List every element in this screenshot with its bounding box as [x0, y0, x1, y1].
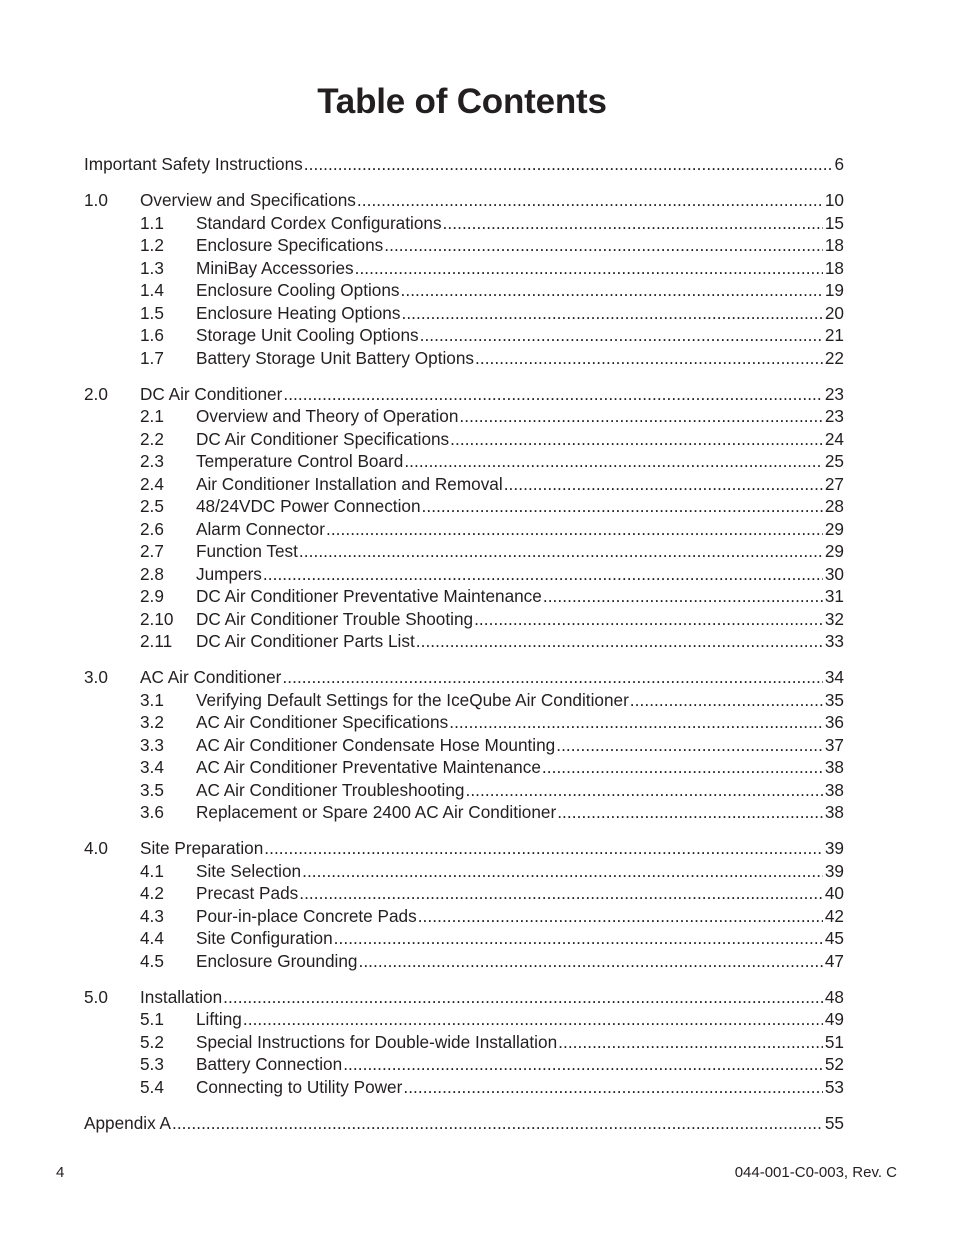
toc-entry-number: 3.1	[140, 689, 164, 710]
toc-entry-page: 42	[824, 905, 844, 926]
toc-entry[interactable]	[84, 541, 844, 564]
toc-entry-title: Enclosure Cooling Options	[196, 280, 400, 300]
toc-entry-title: Enclosure Specifications	[196, 235, 384, 255]
toc-entry-number: 4.1	[140, 860, 164, 881]
toc-entry-number: 1.4	[140, 280, 164, 300]
dot-leader	[243, 1009, 823, 1030]
toc-entry[interactable]	[84, 1054, 844, 1077]
toc-entry-page: 27	[824, 473, 844, 494]
toc-entry-title: Lifting	[196, 1009, 242, 1029]
toc-entry-title: Replacement or Spare 2400 AC Air Conditioner	[196, 802, 557, 822]
toc-entry-title: Function Test	[196, 541, 298, 561]
toc-entry-number: 3.6	[140, 802, 164, 822]
dot-leader	[475, 348, 823, 369]
toc-entry-title: Important Safety Instructions	[84, 154, 303, 174]
toc-entry[interactable]	[84, 384, 844, 407]
toc-entry[interactable]	[84, 690, 844, 713]
dot-leader	[172, 1113, 823, 1134]
toc-entry-title: Verifying Default Settings for the IceQube Air Conditioner	[196, 689, 629, 710]
toc-entry-title: Alarm Connector	[196, 518, 325, 539]
toc-entry-page: 37	[824, 734, 844, 755]
toc-entry[interactable]	[84, 928, 844, 951]
dot-leader	[384, 235, 823, 256]
toc-entry-page: 40	[824, 883, 844, 903]
toc-entry-title: DC Air Conditioner	[140, 383, 283, 404]
toc-entry-number: 4.4	[140, 928, 164, 948]
toc-entry-number: 4.3	[140, 905, 164, 926]
toc-entry[interactable]	[84, 564, 844, 587]
toc-entry-title: Special Instructions for Double-wide Installation	[196, 1031, 558, 1052]
dot-leader	[422, 496, 823, 517]
table-of-contents	[84, 154, 844, 1135]
toc-entry[interactable]	[84, 325, 844, 348]
toc-entry-page: 49	[824, 1009, 844, 1029]
toc-entry-page: 39	[824, 860, 844, 881]
toc-entry-number: 2.2	[140, 428, 164, 449]
toc-entry-number: 4.0	[84, 838, 108, 858]
footer-page-number: 4	[56, 1164, 65, 1181]
toc-entry-number: 2.8	[140, 563, 164, 584]
dot-leader	[404, 451, 823, 472]
toc-entry-page: 22	[824, 347, 844, 368]
dot-leader	[557, 802, 823, 823]
toc-entry-number: 5.1	[140, 1009, 164, 1029]
dot-leader	[542, 757, 823, 778]
toc-entry[interactable]	[84, 190, 844, 213]
toc-entry[interactable]	[84, 474, 844, 497]
toc-entry-title: Air Conditioner Installation and Removal	[196, 473, 503, 494]
toc-entry-number: 1.1	[140, 212, 164, 233]
toc-entry-title: MiniBay Accessories	[196, 257, 354, 278]
dot-leader	[302, 861, 823, 882]
toc-entry[interactable]	[84, 519, 844, 542]
toc-entry-title: Enclosure Grounding	[196, 950, 358, 971]
dot-leader	[283, 384, 823, 405]
dot-leader	[558, 1032, 823, 1053]
dot-leader	[449, 712, 823, 733]
toc-entry[interactable]	[84, 258, 844, 281]
toc-entry-number: 4.5	[140, 950, 164, 971]
toc-entry-page: 19	[824, 280, 844, 300]
toc-entry-title: Pour-in-place Concrete Pads	[196, 905, 417, 926]
toc-entry-number: 1.2	[140, 235, 164, 255]
toc-entry-number: 2.9	[140, 586, 164, 606]
toc-entry-page: 18	[824, 235, 844, 255]
dot-leader	[556, 735, 823, 756]
dot-leader	[357, 190, 823, 211]
toc-entry-number: 4.2	[140, 883, 164, 903]
dot-leader	[358, 951, 822, 972]
dot-leader	[299, 883, 823, 904]
toc-entry[interactable]	[84, 802, 844, 825]
toc-entry-title: Precast Pads	[196, 883, 299, 903]
toc-entry-title: Connecting to Utility Power	[196, 1076, 403, 1097]
dot-leader	[443, 213, 823, 234]
toc-entry-number: 2.3	[140, 451, 164, 471]
dot-leader	[630, 690, 823, 711]
toc-entry-page: 6	[834, 154, 844, 174]
toc-entry-page: 47	[824, 950, 844, 971]
toc-entry-page: 23	[824, 383, 844, 404]
toc-entry-title: AC Air Conditioner Preventative Maintenance	[196, 757, 541, 777]
toc-entry-number: 3.3	[140, 734, 164, 755]
toc-entry-page: 31	[824, 586, 844, 606]
toc-entry-number: 5.4	[140, 1076, 164, 1097]
toc-entry-page: 48	[824, 986, 844, 1007]
toc-entry-title: Installation	[140, 986, 223, 1007]
toc-entry[interactable]	[84, 780, 844, 803]
dot-leader	[299, 541, 823, 562]
toc-entry-number: 2.1	[140, 406, 164, 426]
toc-entry-number: 2.11	[140, 631, 173, 651]
toc-entry-number: 2.5	[140, 496, 164, 516]
toc-entry-page: 30	[824, 563, 844, 584]
toc-entry-page: 28	[824, 496, 844, 516]
toc-entry-number: 2.7	[140, 541, 164, 561]
toc-entry-page: 38	[824, 802, 844, 822]
toc-entry-title: AC Air Conditioner	[140, 667, 282, 687]
dot-leader	[326, 519, 823, 540]
dot-leader	[401, 303, 822, 324]
dot-leader	[416, 631, 823, 652]
toc-entry[interactable]	[84, 496, 844, 519]
dot-leader	[223, 987, 823, 1008]
toc-entry[interactable]	[84, 235, 844, 258]
toc-entry[interactable]	[84, 451, 844, 474]
toc-entry-number: 1.7	[140, 347, 164, 368]
toc-entry-title: Storage Unit Cooling Options	[196, 325, 419, 345]
toc-entry-number: 1.0	[84, 190, 108, 210]
toc-entry[interactable]	[84, 154, 844, 177]
toc-entry[interactable]	[84, 303, 844, 326]
toc-entry-number: 2.0	[84, 383, 108, 404]
dot-leader	[474, 609, 823, 630]
dot-leader	[263, 564, 823, 585]
toc-entry-title: DC Air Conditioner Parts List	[196, 631, 415, 651]
toc-entry[interactable]	[84, 906, 844, 929]
toc-entry-number: 1.6	[140, 325, 164, 345]
toc-entry-page: 15	[824, 212, 844, 233]
toc-entry[interactable]	[84, 1077, 844, 1100]
toc-entry-title: Standard Cordex Configurations	[196, 212, 442, 233]
dot-leader	[334, 928, 823, 949]
toc-entry-page: 55	[824, 1112, 844, 1133]
toc-entry[interactable]	[84, 631, 844, 654]
toc-entry-page: 33	[824, 631, 844, 651]
dot-leader	[282, 667, 822, 688]
dot-leader	[459, 406, 822, 427]
toc-entry-title: AC Air Conditioner Condensate Hose Mounting	[196, 734, 556, 755]
toc-entry[interactable]	[84, 838, 844, 861]
toc-entry-title: Temperature Control Board	[196, 451, 404, 471]
toc-entry-title: Appendix A	[84, 1112, 171, 1133]
toc-entry[interactable]	[84, 213, 844, 236]
dot-leader	[450, 429, 823, 450]
toc-entry[interactable]	[84, 987, 844, 1010]
toc-entry-page: 45	[824, 928, 844, 948]
toc-entry-title: Enclosure Heating Options	[196, 302, 401, 323]
toc-entry-page: 10	[824, 190, 844, 210]
toc-entry[interactable]	[84, 586, 844, 609]
toc-entry-page: 53	[824, 1076, 844, 1097]
toc-entry[interactable]	[84, 280, 844, 303]
toc-entry-title: Battery Connection	[196, 1054, 343, 1074]
toc-entry[interactable]	[84, 951, 844, 974]
toc-entry-number: 2.6	[140, 518, 164, 539]
toc-entry-title: DC Air Conditioner Preventative Maintenance	[196, 586, 542, 606]
toc-entry-page: 39	[824, 838, 844, 858]
toc-entry-title: Site Selection	[196, 860, 302, 881]
page-title: Table of Contents	[317, 82, 607, 121]
dot-leader	[304, 154, 832, 175]
dot-leader	[420, 325, 823, 346]
toc-entry[interactable]	[84, 1113, 844, 1136]
toc-entry-page: 20	[824, 302, 844, 323]
toc-entry-number: 1.3	[140, 257, 164, 278]
toc-entry-title: AC Air Conditioner Specifications	[196, 712, 449, 732]
toc-entry[interactable]	[84, 348, 844, 371]
toc-entry[interactable]	[84, 1009, 844, 1032]
toc-entry[interactable]	[84, 861, 844, 884]
toc-entry[interactable]	[84, 735, 844, 758]
toc-entry[interactable]	[84, 429, 844, 452]
toc-entry-page: 52	[824, 1054, 844, 1074]
toc-entry-page: 21	[824, 325, 844, 345]
dot-leader	[504, 474, 823, 495]
toc-entry[interactable]	[84, 1032, 844, 1055]
dot-leader	[543, 586, 823, 607]
dot-leader	[465, 780, 822, 801]
toc-entry-title: DC Air Conditioner Specifications	[196, 428, 450, 449]
toc-entry-page: 38	[824, 779, 844, 800]
toc-entry-title: Site Configuration	[196, 928, 333, 948]
toc-entry-page: 34	[824, 667, 844, 687]
toc-entry-title: Jumpers	[196, 563, 262, 584]
toc-entry-title: DC Air Conditioner Trouble Shooting	[196, 608, 474, 629]
toc-entry-page: 24	[824, 428, 844, 449]
toc-entry-title: Site Preparation	[140, 838, 264, 858]
toc-entry-number: 2.4	[140, 473, 164, 494]
toc-entry-number: 2.10	[140, 608, 174, 629]
toc-entry[interactable]	[84, 712, 844, 735]
toc-entry-title: Overview and Theory of Operation	[196, 406, 459, 426]
toc-entry-page: 51	[824, 1031, 844, 1052]
toc-entry-number: 5.0	[84, 986, 108, 1007]
toc-entry[interactable]	[84, 406, 844, 429]
toc-entry[interactable]	[84, 883, 844, 906]
toc-entry[interactable]	[84, 757, 844, 780]
toc-entry-number: 3.2	[140, 712, 164, 732]
toc-entry-page: 29	[824, 518, 844, 539]
toc-entry-number: 3.0	[84, 667, 108, 687]
dot-leader	[264, 838, 823, 859]
toc-entry-number: 5.3	[140, 1054, 164, 1074]
dot-leader	[401, 280, 823, 301]
toc-entry-number: 3.4	[140, 757, 164, 777]
toc-entry-page: 29	[824, 541, 844, 561]
toc-entry[interactable]	[84, 609, 844, 632]
dot-leader	[355, 258, 823, 279]
toc-entry-title: 48/24VDC Power Connection	[196, 496, 421, 516]
dot-leader	[343, 1054, 823, 1075]
toc-entry-number: 1.5	[140, 302, 164, 323]
toc-entry-number: 5.2	[140, 1031, 164, 1052]
toc-entry-title: Overview and Specifications	[140, 190, 356, 210]
toc-entry-page: 38	[824, 757, 844, 777]
dot-leader	[418, 906, 823, 927]
toc-entry-page: 23	[824, 406, 844, 426]
toc-entry-page: 36	[824, 712, 844, 732]
toc-entry-title: Battery Storage Unit Battery Options	[196, 347, 474, 368]
toc-entry-title: AC Air Conditioner Troubleshooting	[196, 779, 465, 800]
footer-document-id: 044-001-C0-003, Rev. C	[734, 1164, 897, 1181]
toc-entry-page: 32	[824, 608, 844, 629]
toc-entry[interactable]	[84, 667, 844, 690]
dot-leader	[403, 1077, 823, 1098]
toc-entry-number: 3.5	[140, 779, 164, 800]
toc-entry-page: 25	[824, 451, 844, 471]
toc-entry-page: 18	[824, 257, 844, 278]
toc-entry-page: 35	[824, 689, 844, 710]
